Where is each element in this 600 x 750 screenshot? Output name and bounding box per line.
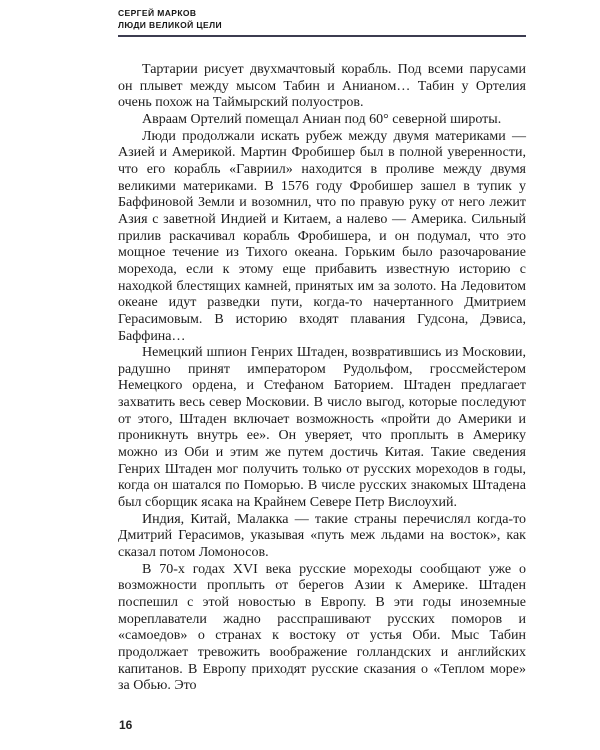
paragraph: Люди продолжали искать рубеж между двумя материками — Азией и Америкой. Мартин Фробишер был в полной уверенности, что его корабль «Гавриил» находится в проливе между двумя великими материками. В 1576 году Фробишер зашел в тупик у Баффиновой Земли и возомнил, что по правую руку от него лежит Азия с заветной Индией и Китаем, а налево — Америка. Сильный прилив раскачивал корабль Фробишера, и он подумал, что это мощное течение из Тихого океана. Горьким было разочарование морехода, если к этому еще прибавить известную историю с находкой блестящих камней, принятых им за золото. На Ледовитом океане идут разведки пути, когда-то начертанного Дмитрием Герасимовым. В историю входят плавания Гудсона, Дэвиса, Баффина…: [118, 128, 526, 344]
header-rule: [118, 35, 526, 37]
paragraph: Тартарии рисует двухмачтовый корабль. Под всеми парусами он плывет между мысом Табин и Анианом… Табин у Ортелия очень похож на Таймырский полуостров.: [118, 62, 526, 111]
paragraph: В 70-х годах XVI века русские мореходы сообщают уже о возможности проплыть от берегов Азии к Америке. Штаден поспешил с этой новостью в Европу. В эти годы иноземные мореплаватели жадно расспрашивают русских поморов и «самоедов» о странах к востоку от устья Оби. Мыс Табин продолжает тревожить воображение голландских и английских капитанов. В Европу приходят русские сказания о «Теплом море» за Обью. Это: [118, 561, 526, 694]
running-header-book-title: ЛЮДИ ВЕЛИКОЙ ЦЕЛИ: [118, 19, 222, 30]
paragraph: Индия, Китай, Малакка — такие страны перечислял когда-то Дмитрий Герасимов, указывая «путь меж льдами на восток», как сказал потом Ломоносов.: [118, 511, 526, 561]
body-text: [118, 62, 526, 695]
paragraph: Немецкий шпион Генрих Штаден, возвратившись из Московии, радушно принят императором Рудольфом, гроссмейстером Немецкого ордена, и Стефаном Баторием. Штаден предлагает захватить весь север Московии. В число выгод, которые последуют от этого, Штаден включает возможность «пройти до Америки и проникнуть внутрь ее». Он уверяет, что проплыть в Америку можно из Оби и этим же путем достичь Китая. Такие сведения Генрих Штаден мог получить только от русских мореходов в годы, когда он шатался по Поморью. В числе русских знакомых Штадена был сборщик ясака на Крайнем Севере Петр Вислоухий.: [118, 345, 526, 511]
paragraph: Авраам Ортелий помещал Аниан под 60° северной широты.: [142, 111, 502, 127]
page-number: 16: [119, 718, 133, 732]
running-header-author: СЕРГЕЙ МАРКОВ: [118, 8, 197, 18]
running-header: [118, 8, 526, 31]
